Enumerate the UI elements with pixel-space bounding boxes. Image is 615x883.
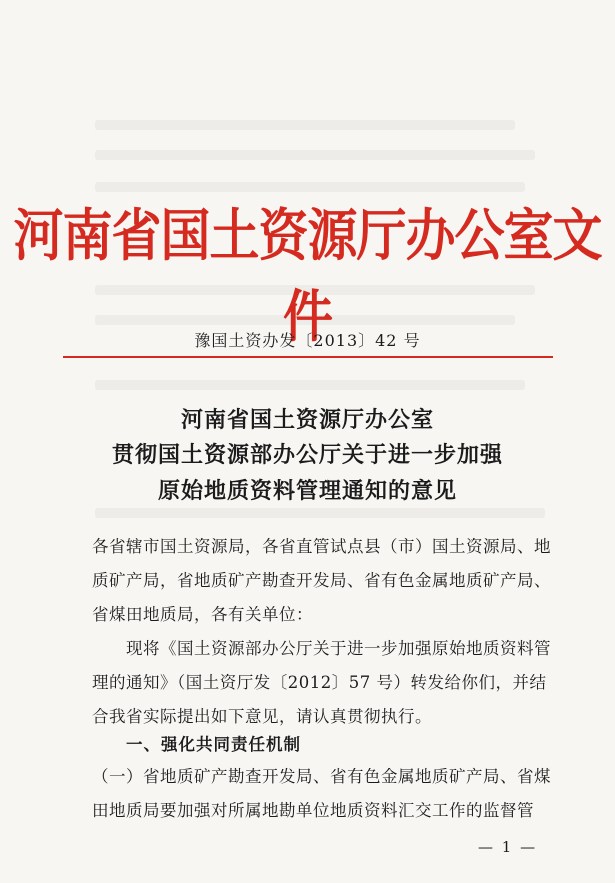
- bleed-through-mark: [95, 120, 515, 130]
- item-paragraph-1-text: （一）省地质矿产勘查开发局、省有色金属地质矿产局、省煤田地质局要加强对所属地勘单位地质资料汇交工作的监督管: [92, 767, 551, 820]
- document-title-line-3: 原始地质资料管理通知的意见: [157, 478, 457, 504]
- bleed-through-mark: [95, 380, 525, 390]
- document-title-line-1: 河南省国土资源厅办公室: [180, 407, 434, 433]
- section-heading-1: 一、强化共同责任机制: [126, 735, 301, 754]
- red-header-title: 河南省国土资源厅办公室文件: [13, 202, 602, 350]
- red-divider-line: [63, 356, 553, 358]
- addressee-paragraph: 各省辖市国土资源局，各省直管试点县（市）国土资源局、地质矿产局，省地质矿产勘查开发局、省有色金属地质矿产局、省煤田地质局，各有关单位：: [92, 537, 551, 624]
- bleed-through-mark: [95, 508, 545, 518]
- document-number: 豫国土资办发〔2013〕42 号: [194, 331, 421, 350]
- item-paragraph-1: [92, 760, 562, 828]
- body-paragraph-1-text: 现将《国土资源部办公厅关于进一步加强原始地质资料管理的通知》（国土资厅发〔2012〕57 号）转发给你们，并结合我省实际提出如下意见，请认真贯彻执行。: [92, 639, 551, 726]
- body-paragraph-1: [92, 632, 562, 734]
- document-title-line-2: 贯彻国土资源部办公厅关于进一步加强: [111, 442, 503, 468]
- bleed-through-mark: [95, 150, 535, 160]
- page-number: — 1 —: [478, 838, 538, 856]
